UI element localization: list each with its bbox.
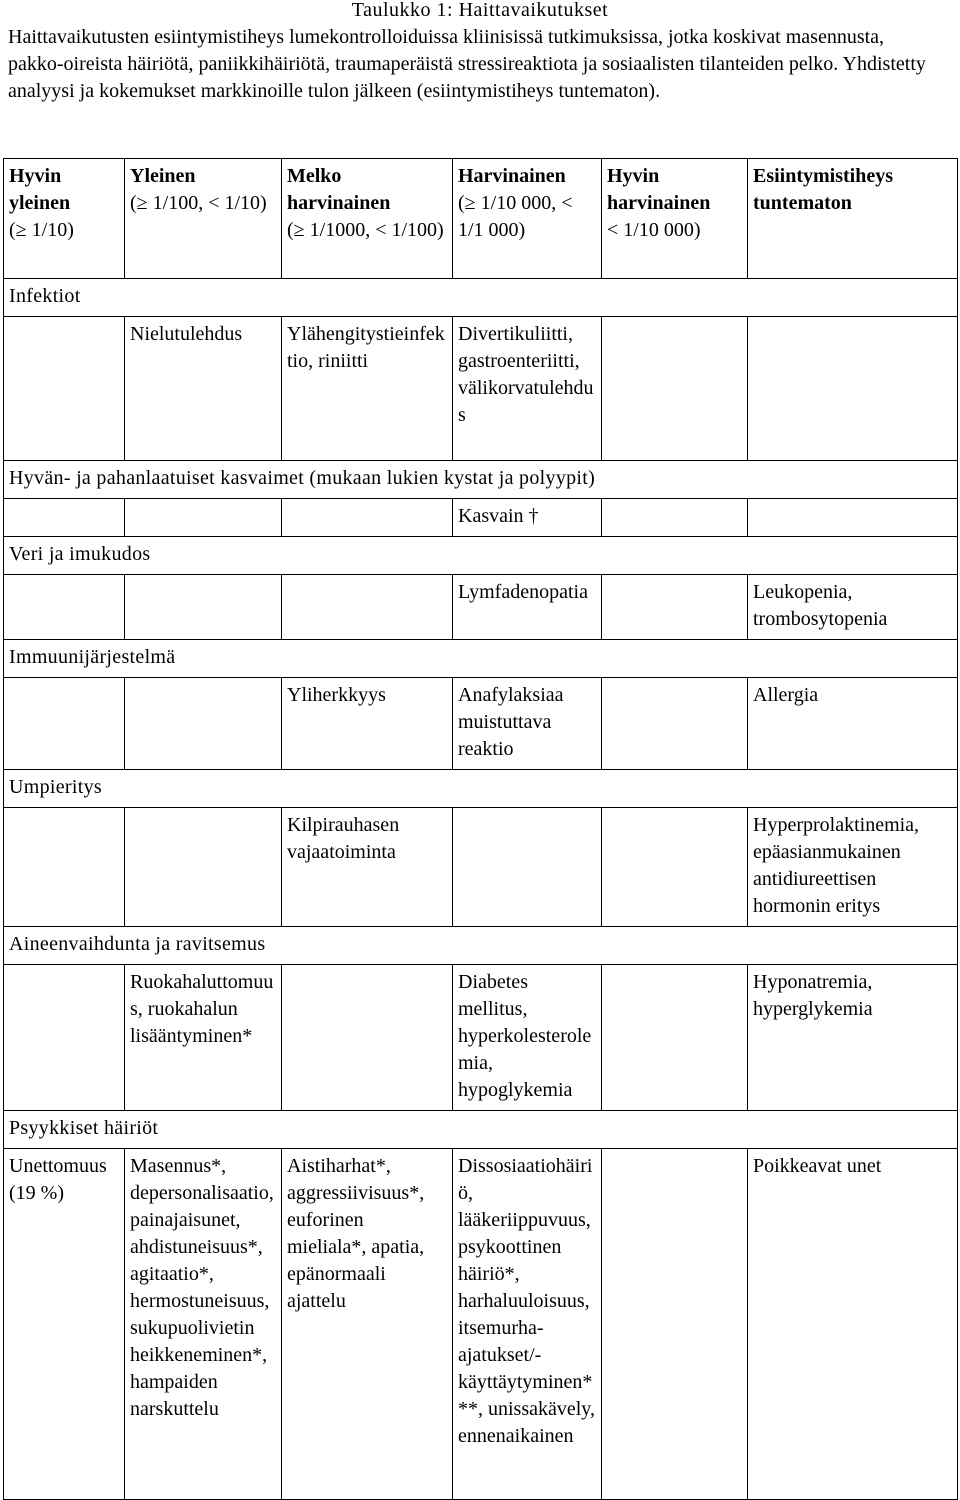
cell: Divertikuliitti, gastroenteriitti, välikorvatulehdus [453, 317, 602, 461]
cell: Ylähengitystieinfektio, riniitti [282, 317, 453, 461]
cell: Ruokahaluttomuus, ruokahalun lisääntyminen* [125, 965, 282, 1111]
cell [602, 678, 748, 770]
cell [282, 965, 453, 1111]
table-row [4, 808, 958, 927]
cell [125, 808, 282, 927]
header-row [4, 159, 958, 279]
cell: Unettomuus (19 %) [4, 1149, 125, 1500]
cell [282, 575, 453, 640]
cell [4, 499, 125, 537]
cell [602, 499, 748, 537]
cell [125, 678, 282, 770]
table-row [4, 575, 958, 640]
header-uncommon: Melko harvinainen (≥ 1/1000, < 1/100) [282, 159, 453, 279]
category-endocrine: Umpieritys [4, 770, 958, 808]
table-row [4, 317, 958, 461]
table-row [4, 678, 958, 770]
cell: Nielutulehdus [125, 317, 282, 461]
cell [282, 499, 453, 537]
cell: Poikkeavat unet [748, 1149, 958, 1500]
cell [4, 808, 125, 927]
cell: Aistiharhat*, aggressiivisuus*, euforinen mieliala*, apatia, epänormaali ajattelu [282, 1149, 453, 1500]
cell [125, 499, 282, 537]
table-row [4, 499, 958, 537]
cell [602, 575, 748, 640]
cell [4, 317, 125, 461]
intro-paragraph: Haittavaikutusten esiintymistiheys lumekontrolloiduissa kliinisissä tutkimuksissa, jotka koskivat masennusta, pakko-oireista häiriötä, paniikkihäiriötä, traumaperäistä stressireaktiota ja sosiaalisten tilanteiden pelko. Yhdistetty analyysi ja kokemukset markkinoille tulon jälkeen (esiintymistiheys tuntematon). [8, 26, 926, 102]
table-row [4, 965, 958, 1111]
cell [4, 965, 125, 1111]
header-common: Yleinen (≥ 1/100, < 1/10) [125, 159, 282, 279]
category-psychiatric: Psyykkiset häiriöt [4, 1111, 958, 1149]
category-metabolism: Aineenvaihdunta ja ravitsemus [4, 927, 958, 965]
cell: Kasvain † [453, 499, 602, 537]
header-rare: Harvinainen (≥ 1/10 000, < 1/1 000) [453, 159, 602, 279]
cell: Anafylaksiaa muistuttava reaktio [453, 678, 602, 770]
cell: Dissosiaatiohäiriö, lääkeriippuvuus, psykoottinen häiriö*, harhaluuloisuus, itsemurha-ajatukset/-käyttäytyminen***, unissakävely, ennenaikainen [453, 1149, 602, 1500]
cell: Lymfadenopatia [453, 575, 602, 640]
cell: Masennus*, depersonalisaatio, painajaisunet, ahdistuneisuus*, agitaatio*, hermostuneisuus, sukupuolivietin heikkeneminen*, hampaiden narskuttelu [125, 1149, 282, 1500]
cell: Yliherkkyys [282, 678, 453, 770]
adverse-effects-table [3, 158, 958, 1500]
cell [602, 1149, 748, 1500]
category-infections: Infektiot [4, 279, 958, 317]
cell: Diabetes mellitus, hyperkolesterolemia, hypoglykemia [453, 965, 602, 1111]
cell [602, 808, 748, 927]
cell: Allergia [748, 678, 958, 770]
cell [602, 965, 748, 1111]
cell [748, 317, 958, 461]
category-neoplasms: Hyvän- ja pahanlaatuiset kasvaimet (mukaan lukien kystat ja polyypit) [4, 461, 958, 499]
cell: Hyponatremia, hyperglykemia [748, 965, 958, 1111]
cell [748, 499, 958, 537]
cell [125, 575, 282, 640]
category-blood: Veri ja imukudos [4, 537, 958, 575]
cell: Leukopenia, trombosytopenia [748, 575, 958, 640]
cell: Hyperprolaktinemia, epäasianmukainen antidiureettisen hormonin eritys [748, 808, 958, 927]
table-caption: Taulukko 1: Haittavaikutukset [351, 0, 609, 21]
header-unknown: Esiintymistiheys tuntematon [748, 159, 958, 279]
cell [4, 575, 125, 640]
header-very-rare: Hyvin harvinainen < 1/10 000) [602, 159, 748, 279]
cell [602, 317, 748, 461]
cell [453, 808, 602, 927]
category-immune: Immuunijärjestelmä [4, 640, 958, 678]
cell: Kilpirauhasen vajaatoiminta [282, 808, 453, 927]
cell [4, 678, 125, 770]
header-very-common: Hyvin yleinen (≥ 1/10) [4, 159, 125, 279]
table-row [4, 1149, 958, 1500]
